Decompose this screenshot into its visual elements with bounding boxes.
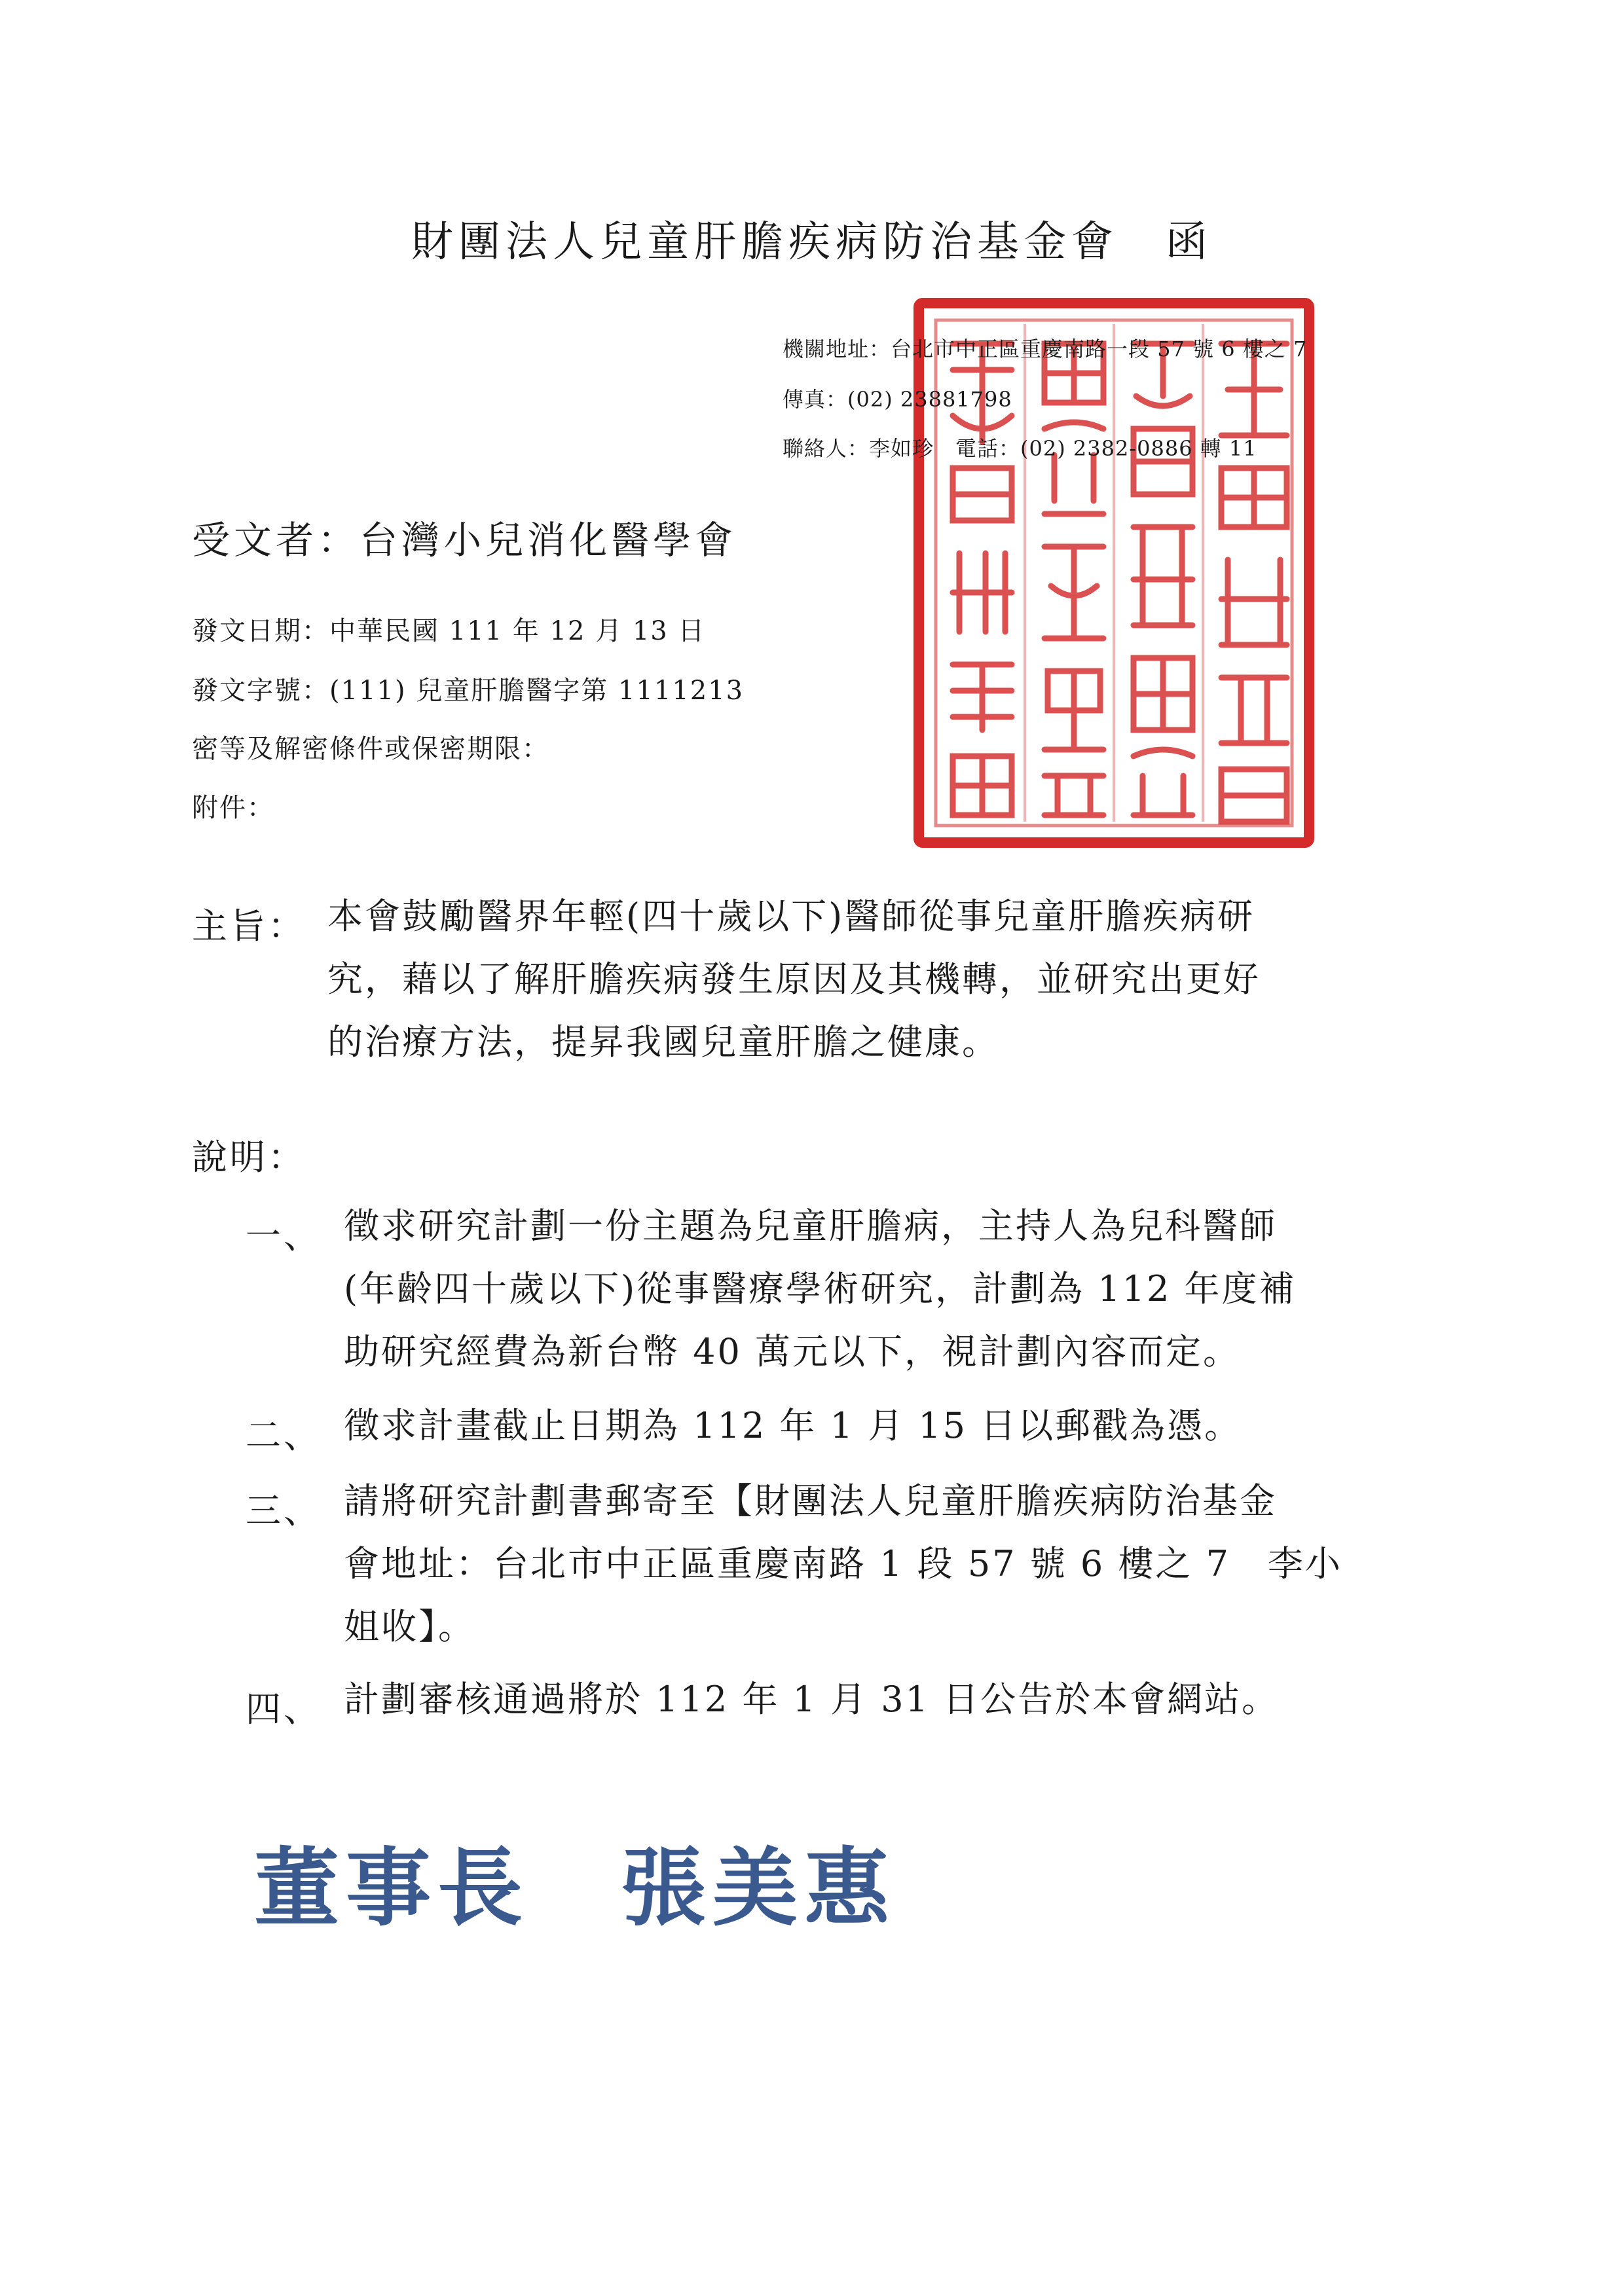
explanation-item — [344, 1470, 1342, 1658]
subject-line: 本會鼓勵醫界年輕(四十歲以下)醫師從事兒童肝膽疾病研 — [327, 896, 1255, 937]
item-line: (年齡四十歲以下)從事醫療學術研究，計劃為 112 年度補 — [344, 1268, 1297, 1309]
explanation-item — [344, 1394, 1242, 1457]
item-line: 姐收】。 — [344, 1606, 475, 1647]
item-number: 二、 — [246, 1415, 322, 1456]
org-address: 機關地址：台北市中正區重慶南路一段 57 號 6 樓之 7 — [783, 337, 1308, 361]
issue-date: 發文日期：中華民國 111 年 12 月 13 日 — [192, 616, 706, 646]
item-line: 請將研究計劃書郵寄至【財團法人兒童肝膽疾病防治基金 — [344, 1480, 1277, 1522]
explanation-label: 說明： — [192, 1137, 306, 1178]
subject-line: 的治療方法，提昇我國兒童肝膽之健康。 — [327, 1021, 999, 1063]
item-line: 會地址：台北市中正區重慶南路 1 段 57 號 6 樓之 7 李小 — [344, 1543, 1342, 1584]
subject-line: 究，藉以了解肝膽疾病發生原因及其機轉，並研究出更好 — [327, 958, 1261, 1000]
org-contact: 聯絡人：李如珍 電話：(02) 2382-0886 轉 11 — [783, 436, 1257, 461]
official-seal — [913, 298, 1314, 848]
item-line: 計劃審核通過將於 112 年 1 月 31 日公告於本會網站。 — [344, 1679, 1280, 1720]
recipient: 受文者：台灣小兒消化醫學會 — [192, 518, 737, 562]
subject-label: 主旨： — [192, 905, 306, 947]
item-number: 一、 — [246, 1215, 322, 1256]
item-number: 三、 — [246, 1490, 322, 1531]
org-fax: 傳真：(02) 23881798 — [783, 387, 1012, 412]
explanation-item — [344, 1668, 1279, 1731]
document-number: 發文字號：(111) 兒童肝膽醫字第 1111213 — [192, 676, 745, 706]
confidentiality: 密等及解密條件或保密期限： — [192, 734, 549, 764]
item-number: 四、 — [246, 1688, 322, 1730]
chairman-signature: 董事長 張美惠 — [254, 1838, 896, 1938]
item-line: 徵求計畫截止日期為 112 年 1 月 15 日以郵戳為憑。 — [344, 1405, 1242, 1446]
attachment: 附件： — [192, 793, 274, 823]
explanation-item — [344, 1195, 1297, 1383]
subject-text — [327, 885, 1261, 1074]
document-title: 財團法人兒童肝膽疾病防治基金會 函 — [411, 218, 1213, 266]
item-line: 徵求研究計劃一份主題為兒童肝膽病，主持人為兒科醫師 — [344, 1205, 1277, 1247]
item-line: 助研究經費為新台幣 40 萬元以下，視計劃內容而定。 — [344, 1331, 1241, 1372]
